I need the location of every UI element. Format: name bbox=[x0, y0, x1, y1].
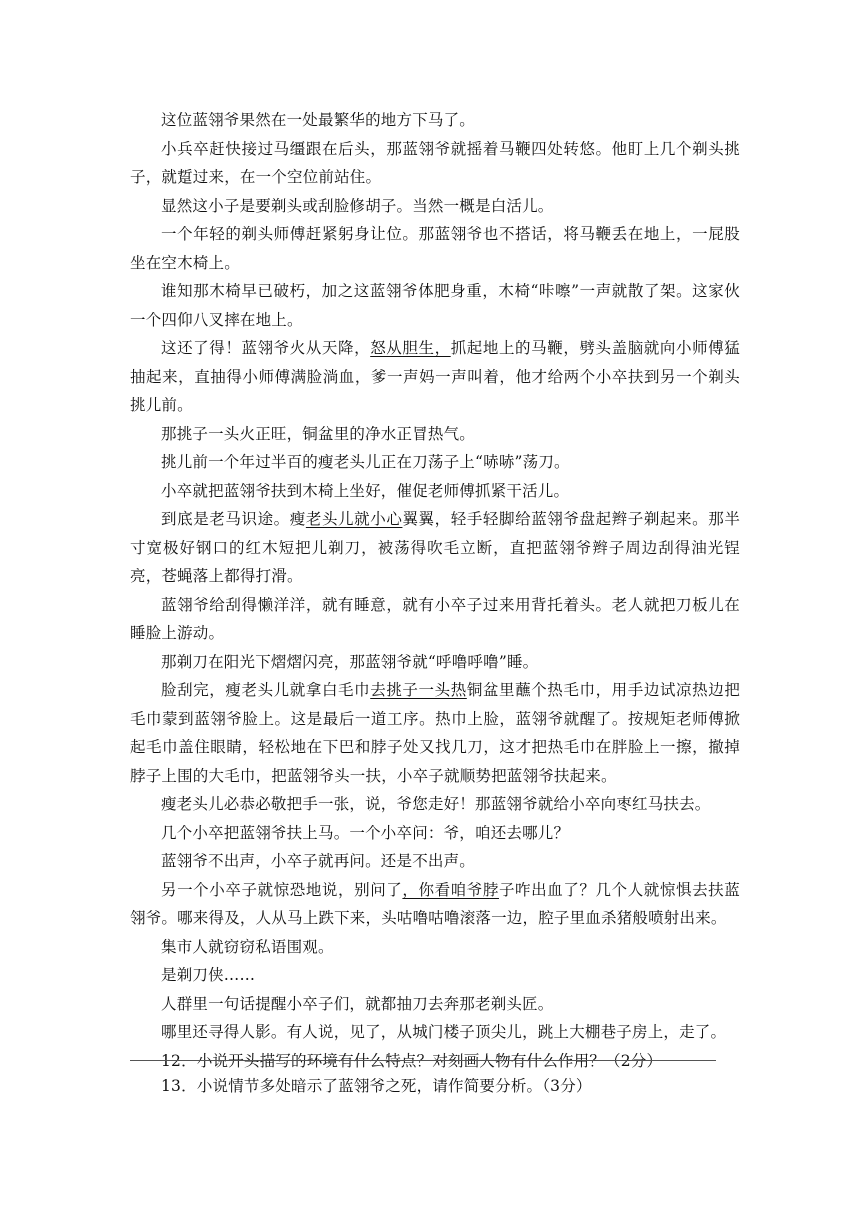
paragraph: 挑儿前一个年过半百的瘦老头儿正在刀荡子上“哧哧”荡刀。 bbox=[161, 453, 570, 471]
paragraph: 一个年轻的剃头师傅赶紧躬身让位。那蓝翎爷也不搭话，将马鞭丢在地上，一屁股坐在空木椅上。 bbox=[130, 225, 740, 272]
paragraph: 显然这小子是要剃头或刮脸修胡子。当然一概是白活儿。 bbox=[161, 196, 554, 215]
paragraph: 这还了得！蓝翎爷火从天降，怒从胆生，抓起地上的马鞭，劈头盖脑就向小师傅猛抽起来，直抽得小师傅满脸淌血，爹一声妈一声叫着，他才给两个小卒扶到另一个剃头挑儿前。 bbox=[130, 339, 740, 414]
underlined-phrase: ，你看咱爷脖 bbox=[402, 880, 499, 899]
underlined-phrase: 去挑子一头热 bbox=[370, 681, 467, 699]
question-13: 13．小说情节多处暗示了蓝翎爷之死，请作简要分析。（3分） bbox=[161, 1077, 592, 1095]
paragraph: 蓝翎爷不出声，小卒子就再问。还是不出声。 bbox=[161, 852, 476, 870]
question-12: 12．小说开头描写的环境有什么特点？对刻画人物有什么作用？（2分） bbox=[161, 1051, 663, 1070]
paragraph: 小兵卒赶快接过马缰跟在后头，那蓝翎爷就摇着马鞭四处转悠。他盯上几个剃头挑子，就踅过来，在一个空位前站住。 bbox=[130, 139, 740, 186]
paragraph: 蓝翎爷给刮得懒洋洋，就有睡意，就有小卒子过来用背托着头。老人就把刀板儿在睡脸上游动。 bbox=[130, 595, 740, 642]
paragraph: 瘦老头儿必恭必敬把手一张，说，爷您走好！那蓝翎爷就给小卒向枣红马扶去。 bbox=[161, 795, 711, 813]
underlined-phrase: 怒从胆生， bbox=[370, 339, 451, 357]
paragraph: 这位蓝翎爷果然在一处最繁华的地方下马了。 bbox=[161, 111, 476, 129]
underlined-phrase: 老头儿就小心 bbox=[305, 510, 403, 528]
paragraph: 谁知那木椅早已破朽，加之这蓝翎爷体肥身重，木椅“咔嚓”一声就散了架。这家伙一个四仰八叉摔在地上。 bbox=[130, 282, 740, 329]
answer-line[interactable] bbox=[130, 1060, 716, 1061]
paragraph: 脸刮完，瘦老头儿就拿白毛巾去挑子一头热铜盆里蘸个热毛巾，用手边试凉热边把毛巾蒙到蓝翎爷脸上。这是最后一道工序。热巾上脸，蓝翎爷就醒了。按规矩老师傅掀起毛巾盖住眼睛，轻松地在下巴和脖子处又找几刀，这才把热毛巾在胖脸上一擦，撤掉脖子上围的大毛巾，把蓝翎爷头一扶，小卒子就顺势把蓝翎爷扶起来。 bbox=[130, 681, 741, 785]
paragraph: 人群里一句话提醒小卒子们，就都抽刀去奔那老剃头匠。 bbox=[161, 994, 554, 1013]
story-text bbox=[130, 106, 740, 1075]
paragraph: 到底是老马识途。瘦老头儿就小心翼翼，轻手轻脚给蓝翎爷盘起辫子剃起来。那半寸宽极好钢口的红木短把儿剃刀，被荡得吹毛立断，直把蓝翎爷辫子周边刮得油光锃亮，苍蝇落上都得打滑。 bbox=[130, 510, 741, 585]
paragraph: 那挑子一头火正旺，铜盆里的净水正冒热气。 bbox=[161, 424, 476, 443]
paragraph: 哪里还寻得人影。有人说，见了，从城门楼子顶尖儿，跳上大棚巷子房上，走了。 bbox=[161, 1023, 727, 1041]
paragraph: 几个小卒把蓝翎爷扶上马。一个小卒问：爷，咱还去哪儿？ bbox=[161, 823, 570, 842]
paragraph: 另一个小卒子就惊恐地说，别问了，你看咱爷脖子咋出血了？几个人就惊惧去扶蓝翎爷。哪来得及，人从马上跌下来，头咕噜咕噜滚落一边，腔子里血杀猪般喷射出来。 bbox=[130, 880, 740, 927]
paragraph: 那剃刀在阳光下熠熠闪亮，那蓝翎爷就“呼噜呼噜”睡。 bbox=[161, 652, 539, 671]
paragraph: 是剃刀侠…… bbox=[161, 966, 256, 984]
paragraph: 小卒就把蓝翎爷扶到木椅上坐好，催促老师傅抓紧干活儿。 bbox=[161, 481, 570, 500]
paragraph: 集市人就窃窃私语围观。 bbox=[161, 937, 334, 956]
